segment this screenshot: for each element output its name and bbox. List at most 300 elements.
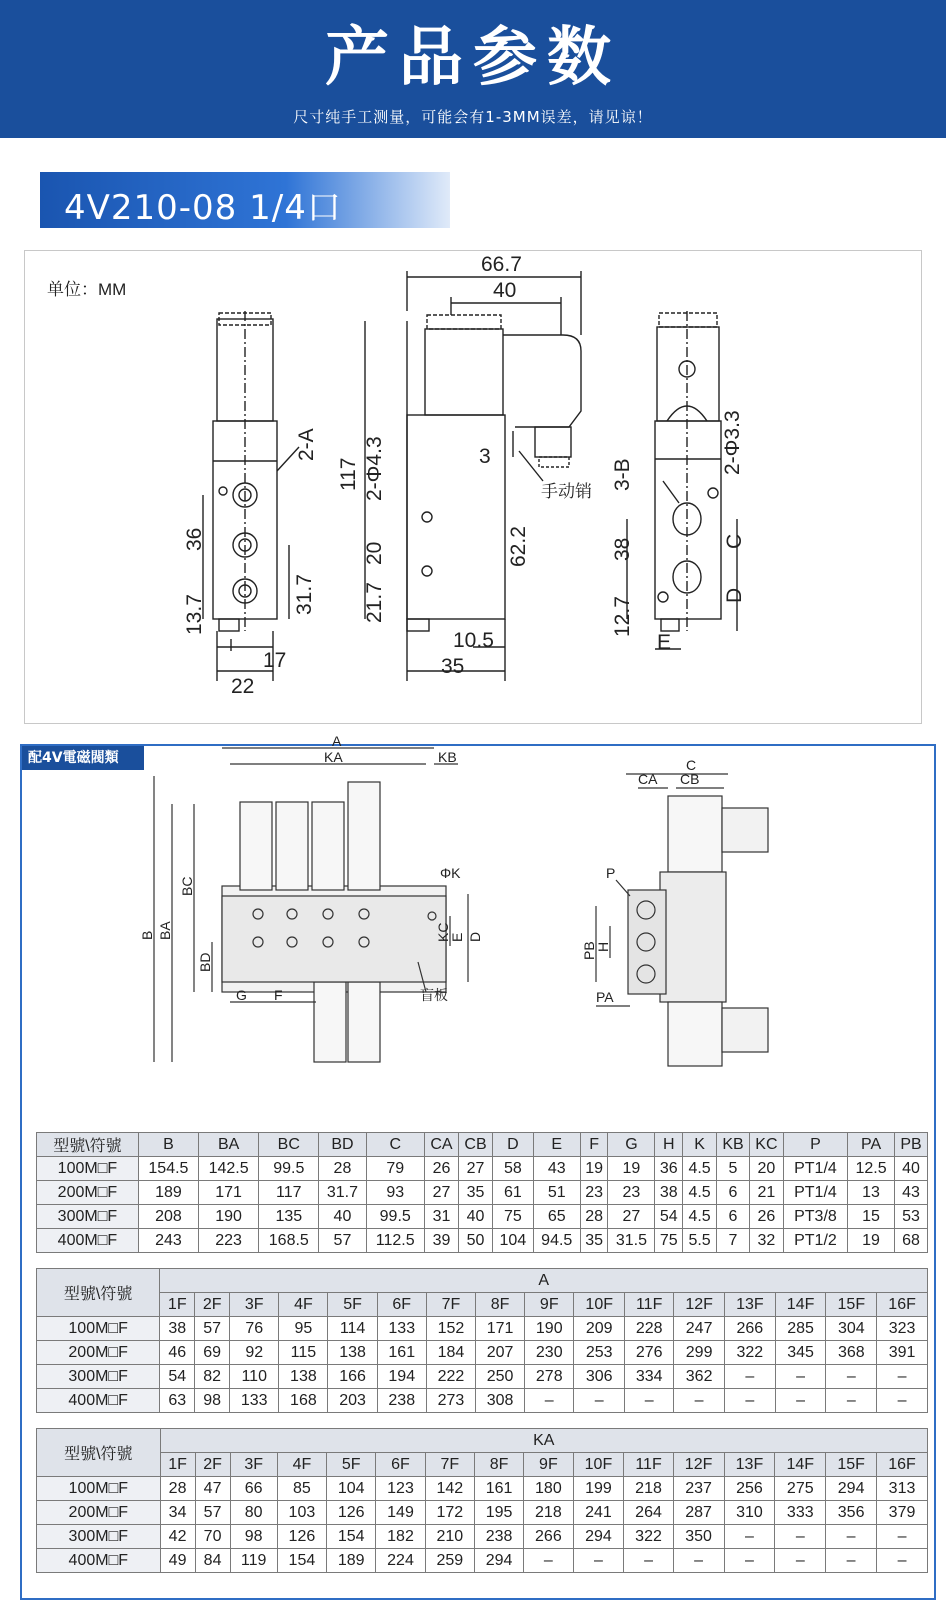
label-d: D [467,931,483,942]
col-11f: 11F [625,1293,674,1317]
cell: – [573,1549,624,1573]
cell: 99.5 [259,1157,319,1181]
col-9f: 9F [524,1453,573,1477]
dim-117: 117 [337,457,360,491]
cell: 40 [895,1157,928,1181]
label-pa: PA [596,989,614,1005]
cell: 172 [425,1501,474,1525]
cell: 241 [573,1501,624,1525]
cell: 168.5 [259,1229,319,1253]
cell: – [826,1549,877,1573]
cell: 99.5 [366,1205,424,1229]
row-model: 100M□F [37,1157,139,1181]
cell: 19 [847,1229,894,1253]
cell: 299 [674,1341,725,1365]
cell: PT1/4 [783,1181,847,1205]
group-header-a: A [160,1269,928,1293]
row-model: 400M□F [37,1389,160,1413]
cell: 195 [474,1501,523,1525]
cell: – [775,1525,826,1549]
cell: – [574,1389,625,1413]
col-b: B [138,1133,198,1157]
col-10f: 10F [573,1453,624,1477]
cell: 104 [493,1229,534,1253]
cell: – [826,1365,877,1389]
cell: 253 [574,1341,625,1365]
cell: 190 [525,1317,574,1341]
dim-10-5: 10.5 [453,629,494,652]
cell: 149 [376,1501,425,1525]
row-model: 300M□F [37,1525,161,1549]
dim-e: E [657,631,672,654]
col-3f: 3F [230,1293,279,1317]
cell: 54 [655,1205,683,1229]
col-12f: 12F [674,1293,725,1317]
col-16f: 16F [877,1293,928,1317]
col-11f: 11F [624,1453,673,1477]
cell: 84 [195,1549,230,1573]
cell: 95 [279,1317,328,1341]
dim-36: 36 [183,527,206,551]
cell: PT1/2 [783,1229,847,1253]
col-13f: 13F [724,1293,775,1317]
manifold-side-view [596,774,768,1066]
cell: 43 [895,1181,928,1205]
valve-dimension-drawing [25,251,923,725]
cell: 203 [328,1389,377,1413]
dim-20: 20 [363,541,386,565]
cell: 27 [608,1205,655,1229]
manifold-spec-panel [20,733,936,1600]
cell: 322 [724,1341,775,1365]
cell: 189 [138,1181,198,1205]
cell: 210 [425,1525,474,1549]
cell: 92 [230,1341,279,1365]
label-bd: BD [197,952,213,972]
cell: 26 [424,1157,458,1181]
cell: 259 [425,1549,474,1573]
col-ca: CA [424,1133,458,1157]
table-row [37,1365,928,1389]
cell: 58 [493,1157,534,1181]
cell: 93 [366,1181,424,1205]
cell: 273 [426,1389,475,1413]
cell: PT3/8 [783,1205,847,1229]
col-k: K [683,1133,717,1157]
row-model: 200M□F [37,1341,160,1365]
row-model: 100M□F [37,1317,160,1341]
table-row [37,1389,928,1413]
cell: 7 [717,1229,750,1253]
cell: 40 [319,1205,366,1229]
cell: 322 [624,1525,673,1549]
col-6f: 6F [377,1293,426,1317]
dim-35: 35 [441,655,465,678]
col-bc: BC [259,1133,319,1157]
col-15f: 15F [826,1453,877,1477]
left-view [203,311,299,681]
label-a: A [332,733,342,749]
cell: 334 [625,1365,674,1389]
cell: 287 [673,1501,724,1525]
col-3f: 3F [230,1453,277,1477]
cell: – [826,1389,877,1413]
table-row [37,1501,928,1525]
dim-2-phi3-3: 2-Φ3.3 [721,410,744,475]
cell: 98 [230,1525,277,1549]
cell: 20 [749,1157,783,1181]
cell: 123 [376,1477,425,1501]
cell: 70 [195,1525,230,1549]
cell: – [877,1525,928,1549]
label-phik: ΦK [440,865,461,881]
cell: 182 [376,1525,425,1549]
cell: 98 [195,1389,230,1413]
cell: 306 [574,1365,625,1389]
cell: 21 [749,1181,783,1205]
page-subtitle: 尺寸纯手工测量，可能会有1-3MM误差，请见谅！ [293,108,653,126]
cell: 6 [717,1205,750,1229]
table-row [37,1525,928,1549]
cell: 275 [775,1477,826,1501]
col-1f: 1F [160,1293,195,1317]
cell: 57 [319,1229,366,1253]
table-row [37,1549,928,1573]
cell: – [775,1389,826,1413]
spec-table-ka [36,1428,928,1573]
cell: 350 [673,1525,724,1549]
dim-66-7: 66.7 [481,253,522,276]
cell: 133 [377,1317,426,1341]
cell: 35 [580,1229,608,1253]
cell: 133 [230,1389,279,1413]
cell: 243 [138,1229,198,1253]
cell: 34 [160,1501,195,1525]
cell: 38 [655,1181,683,1205]
row-model: 200M□F [37,1501,161,1525]
dim-2-phi4-3: 2-Φ4.3 [363,436,386,501]
cell: – [724,1365,775,1389]
cell: 266 [724,1317,775,1341]
cell: 36 [655,1157,683,1181]
cell: 294 [474,1549,523,1573]
cell: 5.5 [683,1229,717,1253]
col-e: E [533,1133,580,1157]
side-view [627,311,737,649]
cell: 119 [230,1549,277,1573]
cell: 76 [230,1317,279,1341]
label-pb: PB [581,941,597,960]
label-g: G [236,987,247,1003]
label-ca: CA [638,771,658,787]
cell: 161 [377,1341,426,1365]
label-p: P [606,865,616,881]
label-cb: CB [680,771,700,787]
cell: 54 [160,1365,195,1389]
cell: – [524,1549,573,1573]
cell: 85 [277,1477,326,1501]
cell: – [775,1365,826,1389]
cell: 222 [426,1365,475,1389]
cell: 31.7 [319,1181,366,1205]
col-9f: 9F [525,1293,574,1317]
cell: – [826,1525,877,1549]
cell: 63 [160,1389,195,1413]
cell: 112.5 [366,1229,424,1253]
col-kc: KC [749,1133,783,1157]
row-model: 200M□F [37,1181,139,1205]
cell: 117 [259,1181,319,1205]
col-kb: KB [717,1133,750,1157]
col-6f: 6F [376,1453,425,1477]
cell: 4.5 [683,1157,717,1181]
cell: 4.5 [683,1181,717,1205]
page-title: 产品参数 [325,21,621,95]
cell: – [525,1389,574,1413]
cell: – [674,1389,725,1413]
cell: 356 [826,1501,877,1525]
col-10f: 10F [574,1293,625,1317]
cell: 42 [160,1525,195,1549]
label-blind-plate: 盲板 [420,987,448,1003]
table-row [37,1205,928,1229]
cell: – [877,1365,928,1389]
table-group-row [37,1269,928,1293]
cell: 278 [525,1365,574,1389]
cell: – [624,1549,673,1573]
col-8f: 8F [476,1293,525,1317]
label-b: B [139,930,155,940]
cell: – [673,1549,724,1573]
dim-31-7: 31.7 [293,574,316,615]
dim-2-a: 2-A [295,428,318,461]
cell: 285 [775,1317,826,1341]
cell: 161 [474,1477,523,1501]
cell: 238 [377,1389,426,1413]
cell: 5 [717,1157,750,1181]
col-d: D [493,1133,534,1157]
group-header-ka: KA [160,1429,927,1453]
label-c: C [686,757,697,773]
dim-22: 22 [231,675,255,698]
cell: 168 [279,1389,328,1413]
cell: 23 [580,1181,608,1205]
table-row [37,1157,928,1181]
col-g: G [608,1133,655,1157]
dim-3-b: 3-B [611,458,634,491]
cell: – [625,1389,674,1413]
cell: 276 [625,1341,674,1365]
model-label: 4V210-08 1/4口 [64,188,342,228]
cell: 61 [493,1181,534,1205]
cell: 171 [199,1181,259,1205]
col-16f: 16F [877,1453,928,1477]
col-cb: CB [459,1133,493,1157]
manual-pin-label: 手动销 [541,482,592,501]
cell: 39 [424,1229,458,1253]
table-corner: 型號\符號 [37,1133,139,1157]
col-15f: 15F [826,1293,877,1317]
row-model: 300M□F [37,1365,160,1389]
cell: 69 [195,1341,230,1365]
cell: – [724,1525,775,1549]
cell: 66 [230,1477,277,1501]
cell: 250 [476,1365,525,1389]
cell: 138 [279,1365,328,1389]
cell: 32 [749,1229,783,1253]
col-2f: 2F [195,1453,230,1477]
col-f: F [580,1133,608,1157]
cell: 294 [573,1525,624,1549]
row-model: 300M□F [37,1205,139,1229]
section-tag: 配4V電磁閥類 [22,746,144,770]
cell: 15 [847,1205,894,1229]
cell: 57 [195,1317,230,1341]
cell: 208 [138,1205,198,1229]
cell: 114 [328,1317,377,1341]
col-8f: 8F [474,1453,523,1477]
cell: 138 [328,1341,377,1365]
row-model: 400M□F [37,1229,139,1253]
row-model: 100M□F [37,1477,161,1501]
cell: 310 [724,1501,775,1525]
cell: 189 [327,1549,376,1573]
table-corner: 型號\符號 [37,1269,160,1317]
spec-table-a [36,1268,928,1413]
table-header-row [37,1133,928,1157]
model-banner [40,172,450,228]
cell: 152 [426,1317,475,1341]
cell: 19 [608,1157,655,1181]
cell: 79 [366,1157,424,1181]
cell: 50 [459,1229,493,1253]
label-ka: KA [324,749,343,765]
cell: 12.5 [847,1157,894,1181]
cell: 230 [525,1341,574,1365]
cell: 75 [493,1205,534,1229]
cell: 49 [160,1549,195,1573]
col-bd: BD [319,1133,366,1157]
cell: 47 [195,1477,230,1501]
dim-12-7: 12.7 [611,596,634,637]
manifold-front-view [154,748,468,1062]
col-p: P [783,1133,847,1157]
cell: 368 [826,1341,877,1365]
cell: 228 [625,1317,674,1341]
label-kc: KC [435,922,451,942]
cell: 26 [749,1205,783,1229]
cell: 82 [195,1365,230,1389]
front-view [365,271,581,681]
table-row [37,1181,928,1205]
col-1f: 1F [160,1453,195,1477]
dim-17: 17 [263,649,287,672]
cell: 142.5 [199,1157,259,1181]
dim-38: 38 [611,537,634,561]
cell: 194 [377,1365,426,1389]
header-banner [0,0,946,138]
col-c: C [366,1133,424,1157]
col-5f: 5F [327,1453,376,1477]
cell: 31 [424,1205,458,1229]
label-e: E [449,932,465,942]
table-row [37,1477,928,1501]
table-header-row [37,1293,928,1317]
cell: – [724,1549,775,1573]
cell: 53 [895,1205,928,1229]
cell: 35 [459,1181,493,1205]
cell: 184 [426,1341,475,1365]
cell: – [775,1549,826,1573]
cell: 264 [624,1501,673,1525]
col-4f: 4F [279,1293,328,1317]
cell: 27 [424,1181,458,1205]
table-corner: 型號\符號 [37,1429,161,1477]
cell: 6 [717,1181,750,1205]
cell: 110 [230,1365,279,1389]
col-pb: PB [895,1133,928,1157]
dim-40: 40 [493,279,517,302]
table-row [37,1317,928,1341]
cell: 266 [524,1525,573,1549]
cell: – [877,1389,928,1413]
cell: 23 [608,1181,655,1205]
cell: 223 [199,1229,259,1253]
cell: 238 [474,1525,523,1549]
cell: 154 [327,1525,376,1549]
dim-3: 3 [479,445,491,468]
cell: PT1/4 [783,1157,847,1181]
row-model: 400M□F [37,1549,161,1573]
label-f: F [274,987,283,1003]
dim-d: D [723,587,746,603]
cell: 38 [160,1317,195,1341]
dimension-drawing-panel [24,250,922,724]
col-12f: 12F [673,1453,724,1477]
cell: 51 [533,1181,580,1205]
col-5f: 5F [328,1293,377,1317]
cell: 154 [277,1549,326,1573]
cell: 126 [327,1501,376,1525]
cell: 46 [160,1341,195,1365]
cell: 28 [160,1477,195,1501]
col-7f: 7F [426,1293,475,1317]
dim-13-7: 13.7 [183,594,206,635]
cell: 135 [259,1205,319,1229]
col-7f: 7F [425,1453,474,1477]
cell: 209 [574,1317,625,1341]
col-pa: PA [847,1133,894,1157]
cell: 104 [327,1477,376,1501]
cell: 207 [476,1341,525,1365]
cell: 142 [425,1477,474,1501]
cell: 190 [199,1205,259,1229]
cell: 19 [580,1157,608,1181]
cell: 391 [877,1341,928,1365]
dim-21-7: 21.7 [363,582,386,623]
table-row [37,1229,928,1253]
cell: 218 [524,1501,573,1525]
col-2f: 2F [195,1293,230,1317]
unit-label: 单位：MM [47,280,127,299]
cell: 154.5 [138,1157,198,1181]
spec-table-main [36,1132,928,1253]
cell: 75 [655,1229,683,1253]
cell: 333 [775,1501,826,1525]
col-14f: 14F [775,1293,826,1317]
cell: 57 [195,1501,230,1525]
cell: – [877,1549,928,1573]
